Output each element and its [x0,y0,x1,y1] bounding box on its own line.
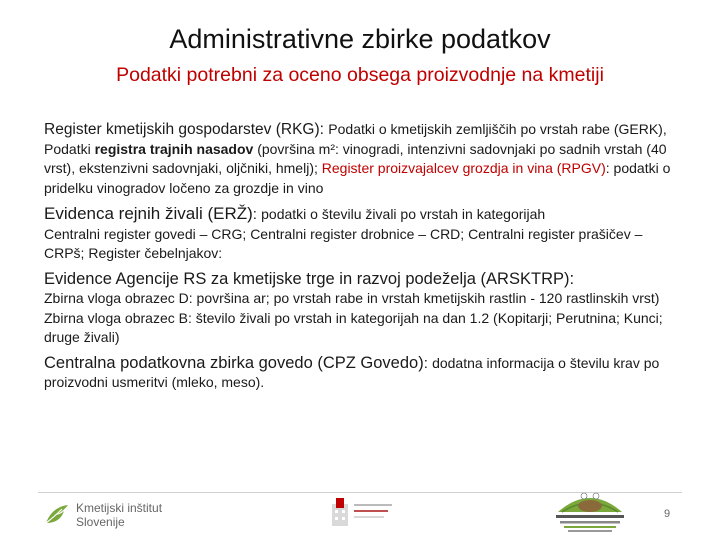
arsktrp-name: Evidence Agencije RS za kmetijske trge in razvoj podeželja (ARSKTRP) [44,269,570,288]
erz-registers: Centralni register govedi – CRG; Centralni register drobnice – CRD; Centralni register prašičev – CRPš; Register čebelnjakov: [44,225,643,261]
cpz-paragraph [44,354,674,393]
slide-subtitle: Podatki potrebni za oceno obsega proizvodnje na kmetiji [116,64,604,86]
sheep-landscape-icon [548,482,632,538]
arsktrp-heading [44,270,674,290]
arsktrp-colon: : [569,269,575,288]
form-b-text: število živali po vrstah in kategorijah na dan 1.2 (Kopitarji; Perutnina; Kunci; druge živali) [44,309,663,345]
form-d-label: Zbirna vloga obrazec D: [44,290,193,306]
rkg-text-1: Podatki o kmetijskih zemljiščih po vrstah rabe (GERK), Podatki [44,121,667,157]
erz-text-1: podatki o številu živali po vrstah in kategorijah [261,206,546,222]
rkg-rpgv: Register proizvajalcev grozdja in vina (RPGV) [321,160,606,176]
kis-leaf-icon [44,503,70,527]
rkg-name: Register kmetijskih gospodarstev (RKG) [44,121,320,138]
rkg-colon: : [319,121,329,138]
rkg-text-2: (površina m²: vinogradi, intenzivni sadovnjaki po sadnih vrstah (40 vrst), ekstenzivni sadovnjaki, oljčniki, hmelj); [44,140,667,176]
cpz-name: Centralna podatkovna zbirka govedo (CPZ Govedo) [44,353,424,372]
arsktrp-form-d [44,289,674,309]
cpz-colon: : [423,354,433,372]
cpz-text: dodatna informacija o številu krav po proizvodni usmeritvi (mleko, meso). [44,354,660,390]
arsktrp-form-b [44,309,674,348]
rkg-text-3: : podatki o pridelku vinogradov ločeno za grozdje in vino [44,160,671,196]
page-number: 9 [664,508,671,520]
kis-logo-text: Kmetijski inštitut Slovenije [76,501,163,529]
faculty-emblem-icon [330,496,400,532]
form-d-text: površina ar; po vrstah rabe in vrstah kmetijskih rastlin - 120 rastlinskih vrst) [192,290,660,306]
erz-name: Evidenca rejnih živali (ERŽ) [44,204,253,223]
rkg-rtn: registra trajnih nasadov [94,140,254,157]
erz-paragraph [44,204,674,225]
sheep-breeders-logo [548,482,632,538]
kis-logo [44,500,214,530]
slide-body [44,120,674,393]
slide-title: Administrativne zbirke podatkov [169,24,551,54]
rkg-paragraph [44,120,674,198]
faculty-logo [330,496,400,532]
form-b-label: Zbirna vloga obrazec B: [44,309,192,326]
erz-colon: : [252,206,262,223]
